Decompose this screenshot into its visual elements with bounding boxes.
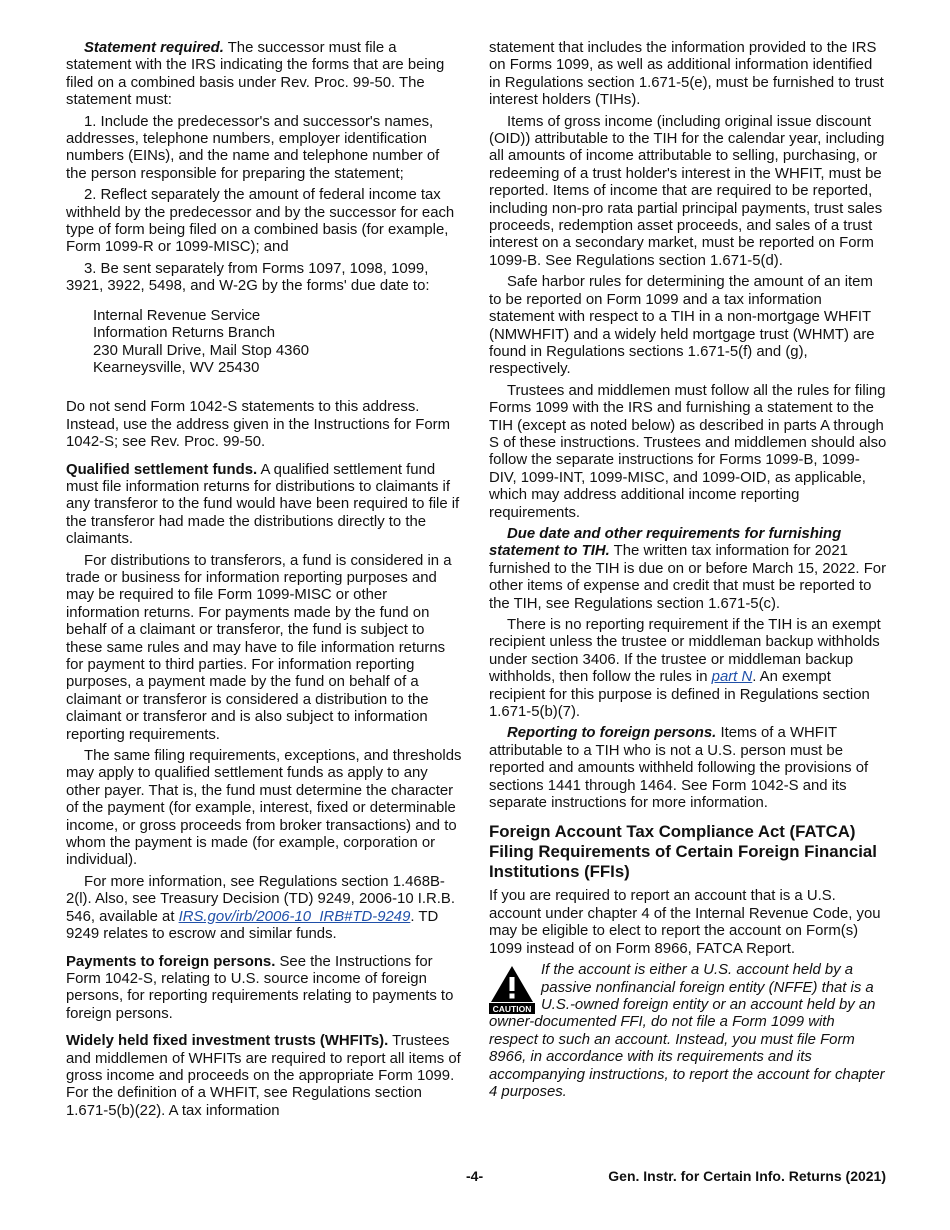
caution-icon bbox=[489, 964, 535, 1014]
fatca-section-heading: Foreign Account Tax Compliance Act (FATCA) Filing Requirements of Certain Foreign Financial Institutions (FFIs) bbox=[489, 822, 877, 882]
qsf-heading: Qualified settlement funds. bbox=[66, 461, 258, 478]
caution-note bbox=[489, 962, 887, 1101]
address-line: Internal Revenue Service bbox=[93, 307, 261, 324]
caution-label: CAUTION bbox=[492, 1004, 532, 1015]
statement-item-2: 2. Reflect separately the amount of federal income tax withheld by the predecessor and by the successor for each type of form being filed on a combined basis (for example, Form 1099-R or 1099-MISC); and bbox=[66, 187, 455, 256]
document-title: Gen. Instr. for Certain Info. Returns (2021) bbox=[608, 1168, 886, 1184]
safe-harbor-paragraph: Safe harbor rules for determining the amount of an item to be reported on Form 1099 and a tax information statement with respect to a TIH in a non-mortgage WHFIT (NMWHFIT) and a widely held mortgage trust (WHMT) are found in Regulations sections 1.671-5(f) and (g), respectively. bbox=[489, 274, 875, 378]
statement-required-heading: Statement required. bbox=[84, 40, 224, 56]
address-line: Information Returns Branch bbox=[93, 325, 276, 342]
no-send-1042s-paragraph: Do not send Form 1042-S statements to this address. Instead, use the address given in the Instructions for Form 1042-S; see Rev. Proc. 99-50. bbox=[66, 399, 451, 451]
trustees-middlemen-paragraph: Trustees and middlemen must follow all the rules for filing Forms 1099 with the IRS and furnishing a statement to the TIH (except as noted below) as described in parts A through S of these instructions. Trustees and middlemen should also follow the separate instructions for Forms 1099-B, 1099-DIV, 1099-INT, 1099-MISC, and 1099-OID, as applicable, which may address additional income reporting requirements. bbox=[489, 382, 887, 521]
reporting-foreign-persons-heading: Reporting to foreign persons. bbox=[507, 725, 717, 742]
page-footer bbox=[66, 1168, 886, 1188]
qsf-more-info-paragraph: For more information, see Regulations section 1.468B-2(l). Also, see Treasury Decision (TD) 9249, 2006-10 I.R.B. 546, available at IRS.gov/irb/2006-10_IRB#TD-9249. TD 9249 relates to escrow and similar funds. bbox=[66, 873, 455, 943]
no-reporting-requirement-paragraph: There is no reporting requirement if the TIH is an exempt recipient unless the trustee or middleman backup withholds under section 3406. If the trustee or middleman backup withholds, then follow the rules in part N. An exempt recipient for this purpose is defined in Regulations section 1.671-5(b)(7). bbox=[489, 617, 881, 721]
due-date-paragraph: Due date and other requirements for furnishing statement to TIH. The written tax information for 2021 furnished to the TIH is due on or before March 15, 2022. For other items of expense and credit that must be reported to the TIH, see Regulations section 1.671-5(c). bbox=[489, 525, 887, 612]
payments-foreign-persons-heading: Payments to foreign persons. bbox=[66, 953, 276, 970]
address-line: Kearneysville, WV 25430 bbox=[93, 359, 260, 376]
page-number: -4- bbox=[466, 1168, 484, 1184]
part-n-link[interactable]: part N bbox=[711, 669, 753, 686]
left-column bbox=[66, 40, 462, 1124]
payments-foreign-persons-paragraph: Payments to foreign persons. See the Instructions for Form 1042-S, relating to U.S. source income of foreign persons, for reporting requirements relating to payments to foreign persons. bbox=[66, 953, 454, 1022]
caution-text: If the account is either a U.S. account held by a passive nonfinancial foreign entity (NFFE) that is a U.S.-owned foreign entity or an account held by an owner-documented FFI, do not file a Form 1099 with respect to such an account. Instead, you must file Form 8966, in accordance with its requirements and its accompanying instructions, to report the account for chapter 4 purposes. bbox=[489, 962, 885, 1100]
td-9249-link[interactable]: IRS.gov/irb/2006-10_IRB#TD-9249 bbox=[178, 908, 411, 925]
gross-income-items-paragraph: Items of gross income (including original issue discount (OID)) attributable to the TIH for the calendar year, including all amounts of income attributable to selling, purchasing, or redeeming of a trust holder's interest in the WHFIT, must be reported. Items of income that are required to be reported, including non-pro rata partial principal payments, trust sales proceeds, redemption asset proceeds, and sales of a trust interest on a secondary market, must be reported on Form 1099-B. See Regulations section 1.671-5(d). bbox=[489, 113, 885, 269]
address-line: 230 Murall Drive, Mail Stop 4360 bbox=[93, 342, 310, 359]
reporting-foreign-persons-paragraph: Reporting to foreign persons. Items of a WHFIT attributable to a TIH who is not a U.S. person must be reported and amounts withheld following the provisions of sections 1441 through 1464. See Form 1042-S and its separate instructions for more information. bbox=[489, 725, 869, 812]
qsf-filing-requirements-paragraph: The same filing requirements, exceptions, and thresholds may apply to qualified settlement funds as apply to any other payer. That is, the fund must determine the character of the payment (for example, interest, fixed or determinable income, or gross proceeds from broker transactions) and to whom the payment is made (for example, corporation or individual). bbox=[66, 748, 462, 869]
tih-statement-continued: statement that includes the information provided to the IRS on Forms 1099, as well as additional information identified in Regulations section 1.671-5(e), must be furnished to trust interest holders (TIHs). bbox=[489, 40, 884, 109]
statement-item-1: 1. Include the predecessor's and successor's names, addresses, telephone numbers, employer identification numbers (EINs), and the name and telephone number of the person responsible for preparing the statement; bbox=[66, 113, 440, 182]
qsf-transferors-paragraph: For distributions to transferors, a fund is considered in a trade or business for information reporting purposes and may be required to file Form 1099-MISC or other information returns. For payments made by the fund on behalf of a claimant or transferor, the fund is subject to these same rules and may have to file information returns for payment to third parties. For information reporting purposes, a payment made by the fund on behalf of a claimant or transferor is considered a distribution to the claimant or transferor and is also subject to information reporting requirements. bbox=[66, 552, 452, 743]
irs-address-block bbox=[93, 308, 462, 378]
statement-required-paragraph: Statement required. The successor must file a statement with the IRS indicating the forms that are being filed on a combined basis under Rev. Proc. 99-50. The statement must: bbox=[66, 40, 445, 109]
due-date-heading: Due date and other requirements for furnishing statement to TIH. bbox=[489, 525, 842, 560]
whfit-heading: Widely held fixed investment trusts (WHFITs). bbox=[66, 1033, 389, 1050]
qualified-settlement-funds-paragraph: Qualified settlement funds. A qualified settlement fund must file information returns for distributions to claimants if any transferor to the fund would have been required to file if the transferor had made the distributions directly to the claimants. bbox=[66, 461, 460, 548]
statement-item-3: 3. Be sent separately from Forms 1097, 1098, 1099, 3921, 3922, 5498, and W-2G by the forms' due date to: bbox=[66, 260, 430, 295]
whfit-paragraph: Widely held fixed investment trusts (WHFITs). Trustees and middlemen of WHFITs are required to report all items of gross income and proceeds on the appropriate Form 1099. For the definition of a WHFIT, see Regulations section 1.671-5(b)(22). A tax information bbox=[66, 1033, 461, 1119]
fatca-paragraph: If you are required to report an account that is a U.S. account under chapter 4 of the Internal Revenue Code, you may be eligible to elect to report the account on Form(s) 1099 instead of on Form 8966, FATCA Report. bbox=[489, 888, 881, 957]
right-column bbox=[489, 40, 887, 1101]
